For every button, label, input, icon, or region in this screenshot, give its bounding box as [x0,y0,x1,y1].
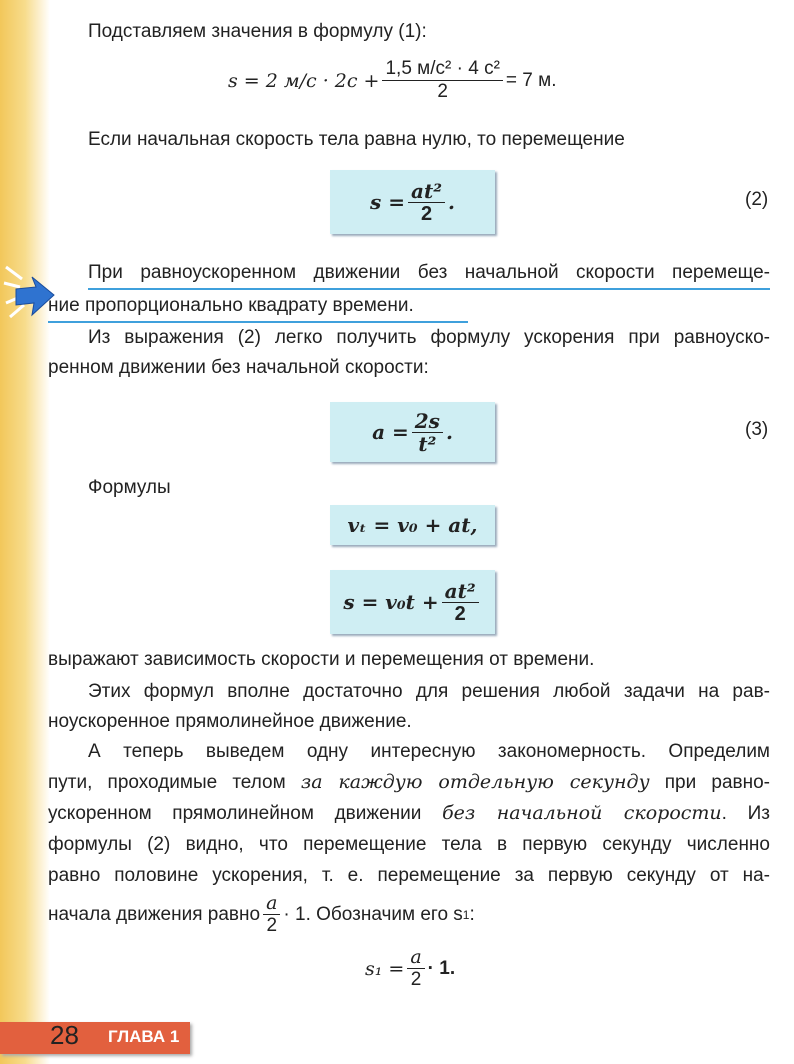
numerator: a [263,892,280,915]
paragraph-line: Из выражения (2) легко получить формулу ускорения при равноуско- [88,327,770,348]
equation-number: (2) [745,189,769,210]
page-margin-strip [0,0,50,1064]
paragraph-line [48,770,770,795]
underline [48,321,468,323]
paragraph-line: ренном движении без начальной скорости: [48,357,429,378]
denominator: 2 [410,969,422,990]
paragraph-line: равно половине ускорения, т. е. перемещение за первую секунду от на- [48,865,770,886]
text-part: ускоренном прямолинейном движении [48,803,443,824]
chapter-label: ГЛАВА 1 [108,1027,180,1046]
paragraph-line: Подставляем значения в формулу (1): [88,21,427,42]
numerator: at² [408,180,445,203]
formula-box-2 [330,170,495,234]
formula-part: . [447,190,455,214]
formula-box-3 [330,402,495,462]
italic-text: за каждую отдельную секунду [300,771,650,793]
paragraph-line [48,801,770,826]
formula-part: s₁ = [365,957,405,980]
formula-s1 [365,946,455,991]
paragraph-line: выражают зависимость скорости и перемещения от времени. [48,649,595,670]
rule-line: ние пропорционально квадрату времени. [48,295,414,316]
formula-part: s = 2 м/с · 2с + [228,69,380,92]
paragraph-line [48,892,475,937]
text-part: пути, проходимые телом [48,772,301,793]
formula-box-velocity [330,505,495,545]
formula-part: . [445,420,453,444]
paragraph-line: Если начальная скорость тела равна нулю, то перемещение [88,129,625,150]
denominator: 2 [437,81,448,102]
paragraph-line: А теперь выведем одну интересную закономерность. Определим [88,741,770,762]
numerator: at² [442,580,479,603]
denominator: 2 [454,602,466,625]
denominator: t² [418,431,437,456]
page-number: 28 [50,1020,79,1050]
paragraph-line: ноускоренное прямолинейное движение. [48,711,412,732]
formula-part: = 7 м. [505,69,557,91]
rule-line: При равноускоренном движении без начальной скорости перемеще- [88,262,770,283]
text-part: . Из [721,803,770,824]
text-part: · 1. Обозначим его s [283,903,463,925]
italic-text: без начальной скорости [442,802,722,824]
paragraph-line: формулы (2) видно, что перемещение тела в первую секунду численно [48,834,770,855]
formula-box-displacement [330,570,495,634]
formula-part: s = [370,190,406,214]
formula-part: a = [372,420,409,444]
equation-number: (3) [745,419,769,440]
formula-part: s = v₀t + [343,590,439,614]
numerator: 1,5 м/с² · 4 с² [382,58,502,81]
subscript: 1 [462,907,470,922]
denominator: 2 [266,915,278,936]
formula-part: · 1. [427,957,456,979]
text-part: при равно- [649,772,770,793]
formula-substitution [228,58,556,103]
numerator: a [407,946,424,969]
underline [88,288,770,290]
formula-part: vₜ = v₀ + at, [347,513,478,537]
text-part: : [469,903,475,925]
numerator: 2s [412,410,443,433]
paragraph-line: Этих формул вполне достаточно для решения любой задачи на рав- [88,681,770,702]
paragraph-line: Формулы [88,477,171,498]
denominator: 2 [420,202,433,225]
text-part: начала движения равно [48,903,261,925]
